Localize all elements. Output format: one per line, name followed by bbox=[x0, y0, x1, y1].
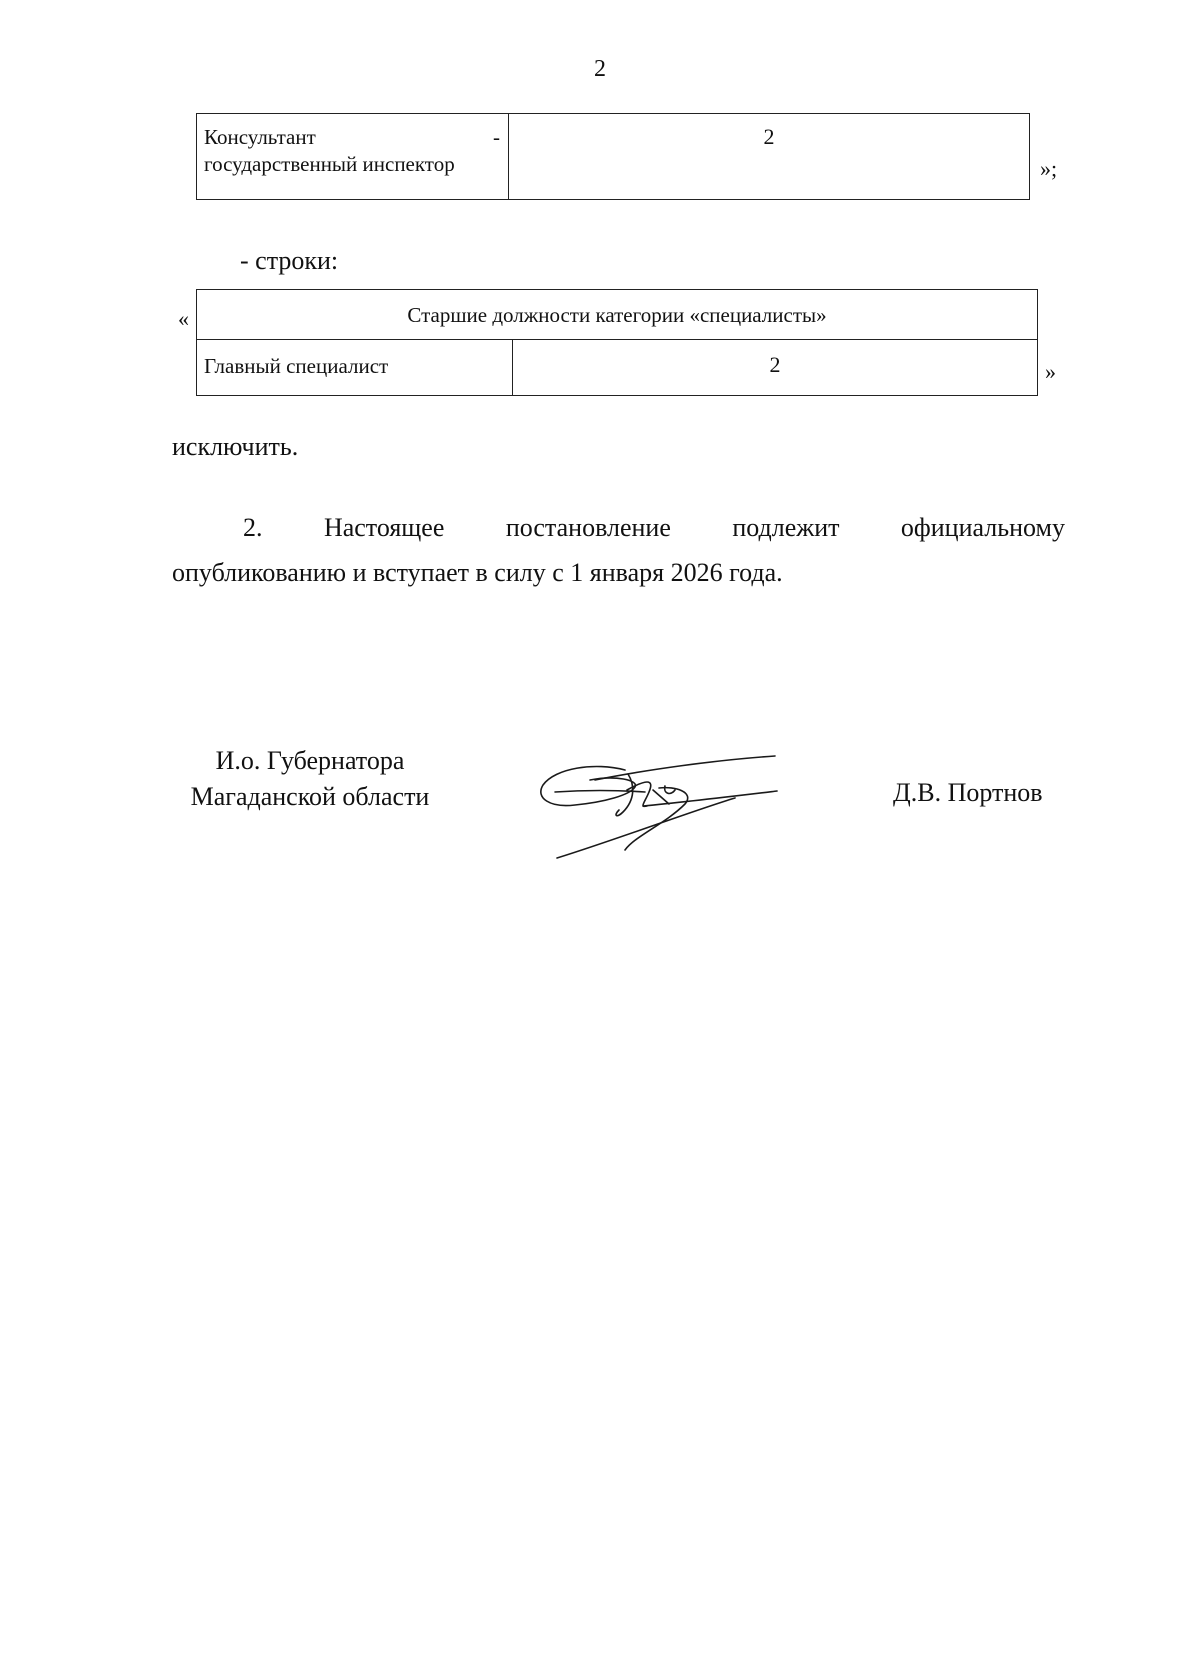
position-cell: Главный специалист bbox=[197, 340, 513, 395]
paragraph-word: 2. bbox=[243, 513, 263, 542]
paragraph-line-1 bbox=[172, 505, 1065, 550]
closing-quote-2: » bbox=[1045, 359, 1056, 384]
position-line-2: государственный инспектор bbox=[204, 152, 455, 176]
count-cell: 2 bbox=[763, 124, 775, 149]
table-header-row: Старшие должности категории «специалисты» bbox=[197, 290, 1037, 340]
position-dash: - bbox=[493, 125, 500, 149]
positions-table-1 bbox=[196, 113, 1030, 200]
paragraph-2 bbox=[172, 505, 1065, 595]
page-number: 2 bbox=[594, 56, 606, 82]
signatory-title bbox=[160, 743, 460, 815]
handwritten-signature bbox=[535, 740, 795, 870]
position-line-1: Консультант bbox=[204, 125, 316, 149]
closing-quote-1: »; bbox=[1040, 156, 1058, 181]
exclude-text: исключить. bbox=[172, 432, 299, 461]
signatory-title-line-2: Магаданской области bbox=[190, 782, 430, 811]
count-cell: 2 bbox=[769, 352, 781, 377]
signatory-name: Д.В. Портнов bbox=[893, 778, 1043, 807]
signatory-title-line-1: И.о. Губернатора bbox=[215, 746, 405, 775]
paragraph-word: официальному bbox=[900, 513, 1065, 542]
position-cell bbox=[197, 114, 509, 199]
paragraph-word: подлежит bbox=[732, 513, 840, 542]
paragraph-word: постановление bbox=[505, 513, 671, 542]
table-row bbox=[197, 340, 1037, 395]
positions-table-2 bbox=[196, 289, 1038, 396]
paragraph-line-2: опубликованию и вступает в силу с 1 января 2026 года. bbox=[172, 558, 783, 587]
opening-quote-2: « bbox=[178, 306, 189, 331]
paragraph-word: Настоящее bbox=[323, 513, 445, 542]
rows-label: - строки: bbox=[240, 246, 339, 275]
